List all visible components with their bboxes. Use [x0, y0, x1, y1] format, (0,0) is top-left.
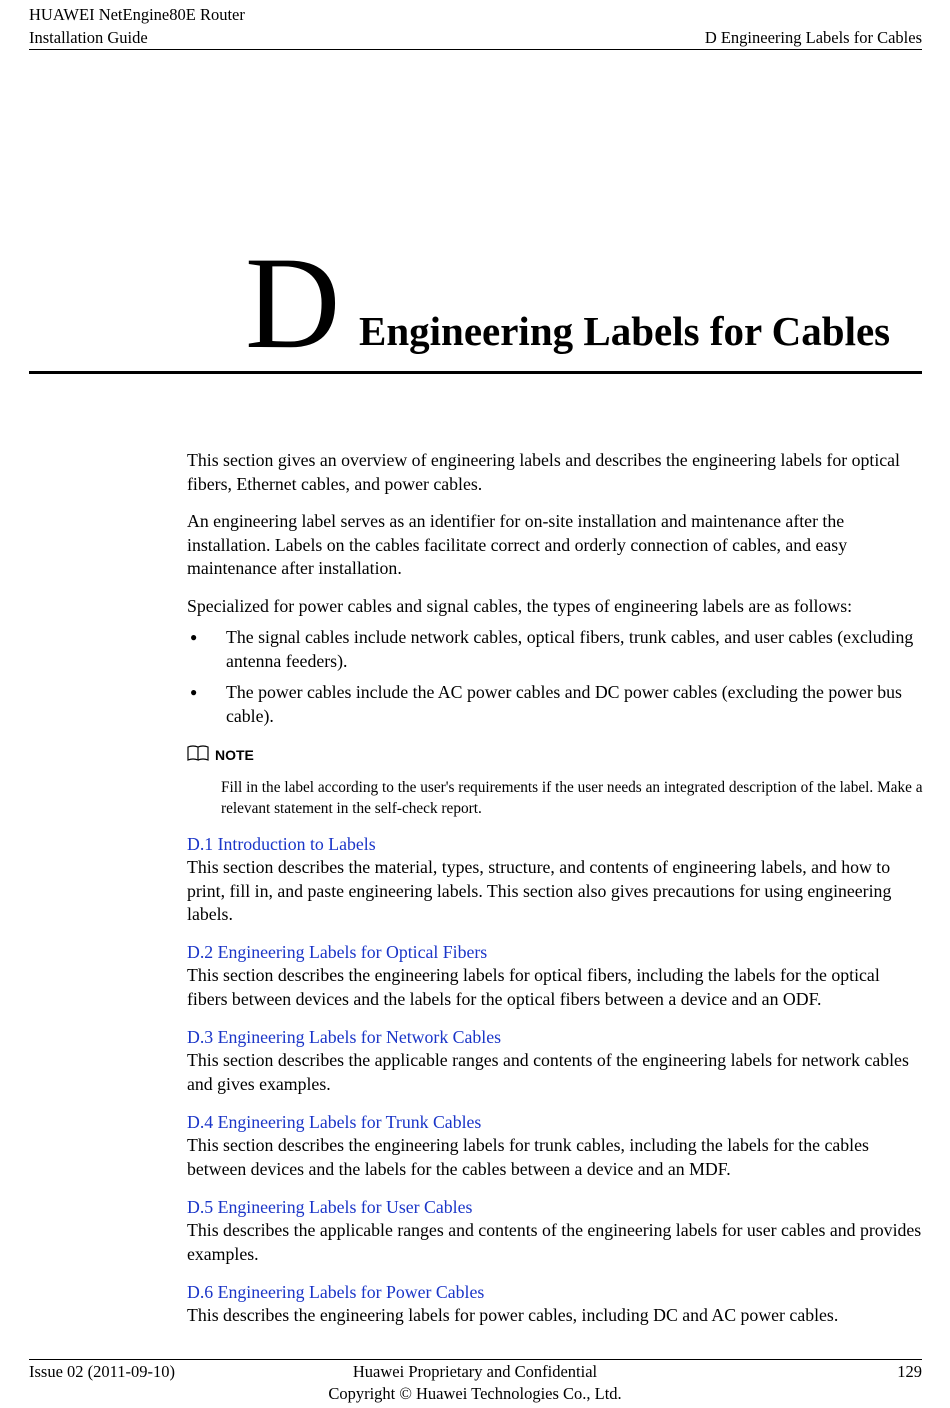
chapter-letter: D: [245, 229, 341, 376]
section-link-d3[interactable]: D.3 Engineering Labels for Network Cables: [187, 1027, 502, 1047]
section-description: This section describes the applicable ranges and contents of the engineering labels for network cables and gives examples.: [187, 1050, 909, 1094]
chapter-divider: [29, 371, 922, 374]
section-link-d1[interactable]: D.1 Introduction to Labels: [187, 834, 376, 854]
section-description: This section describes the engineering labels for optical fibers, including the labels for the optical fibers between devices and the labels for the optical fibers between a device and an ODF.: [187, 965, 880, 1009]
bullet-dot-icon: ●: [190, 685, 198, 699]
section-description: This section describes the material, types, structure, and contents of engineering labels, and how to print, fill in, and paste engineering labels. This section also gives precautions for using engineering labels.: [187, 857, 892, 924]
footer-divider: [29, 1359, 922, 1360]
section-link-d5[interactable]: D.5 Engineering Labels for User Cables: [187, 1197, 473, 1217]
header-row: [29, 28, 922, 48]
header-divider: [29, 49, 922, 50]
header-chapter: D Engineering Labels for Cables: [704, 28, 922, 47]
footer-page-number: 129: [897, 1362, 922, 1381]
note-text: Fill in the label according to the user's requirements if the user needs an integrated description of the label. Make a relevant statement in the self-check report.: [221, 779, 923, 817]
book-icon: [187, 744, 209, 762]
section-link-d6[interactable]: D.6 Engineering Labels for Power Cables: [187, 1282, 485, 1302]
bullet-item: The power cables include the AC power cables and DC power cables (excluding the power bus cable).: [226, 682, 902, 726]
section-description: This describes the engineering labels for power cables, including DC and AC power cables.: [187, 1305, 839, 1325]
footer-issue: Issue 02 (2011-09-10): [29, 1362, 176, 1381]
intro-paragraph: Specialized for power cables and signal cables, the types of engineering labels are as follows:: [187, 596, 853, 616]
bullet-dot-icon: ●: [190, 630, 198, 644]
chapter-title: Engineering Labels for Cables: [359, 308, 891, 354]
header-doc-title: Installation Guide: [29, 28, 148, 47]
bullet-item: The signal cables include network cables, optical fibers, trunk cables, and user cables (excluding antenna feeders).: [226, 627, 914, 671]
intro-paragraph: An engineering label serves as an identifier for on-site installation and maintenance after the installation. Labels on the cables facilitate correct and orderly connection of cables, and easy maintenance after installation.: [187, 511, 848, 578]
section-link-d4[interactable]: D.4 Engineering Labels for Trunk Cables: [187, 1112, 482, 1132]
note-label: NOTE: [215, 747, 254, 763]
footer-copyright: Copyright © Huawei Technologies Co., Ltd.: [328, 1384, 622, 1403]
intro-paragraph: This section gives an overview of engineering labels and describes the engineering labels for optical fibers, Ethernet cables, and power cables.: [187, 450, 900, 494]
section-link-d2[interactable]: D.2 Engineering Labels for Optical Fibers: [187, 942, 488, 962]
section-description: This section describes the engineering labels for trunk cables, including the labels for the cables between devices and the labels for the cables between a device and an MDF.: [187, 1135, 869, 1179]
section-description: This describes the applicable ranges and contents of the engineering labels for user cables and provides examples.: [187, 1220, 922, 1264]
footer-proprietary: Huawei Proprietary and Confidential: [352, 1362, 598, 1381]
header-product: HUAWEI NetEngine80E Router: [29, 5, 245, 24]
